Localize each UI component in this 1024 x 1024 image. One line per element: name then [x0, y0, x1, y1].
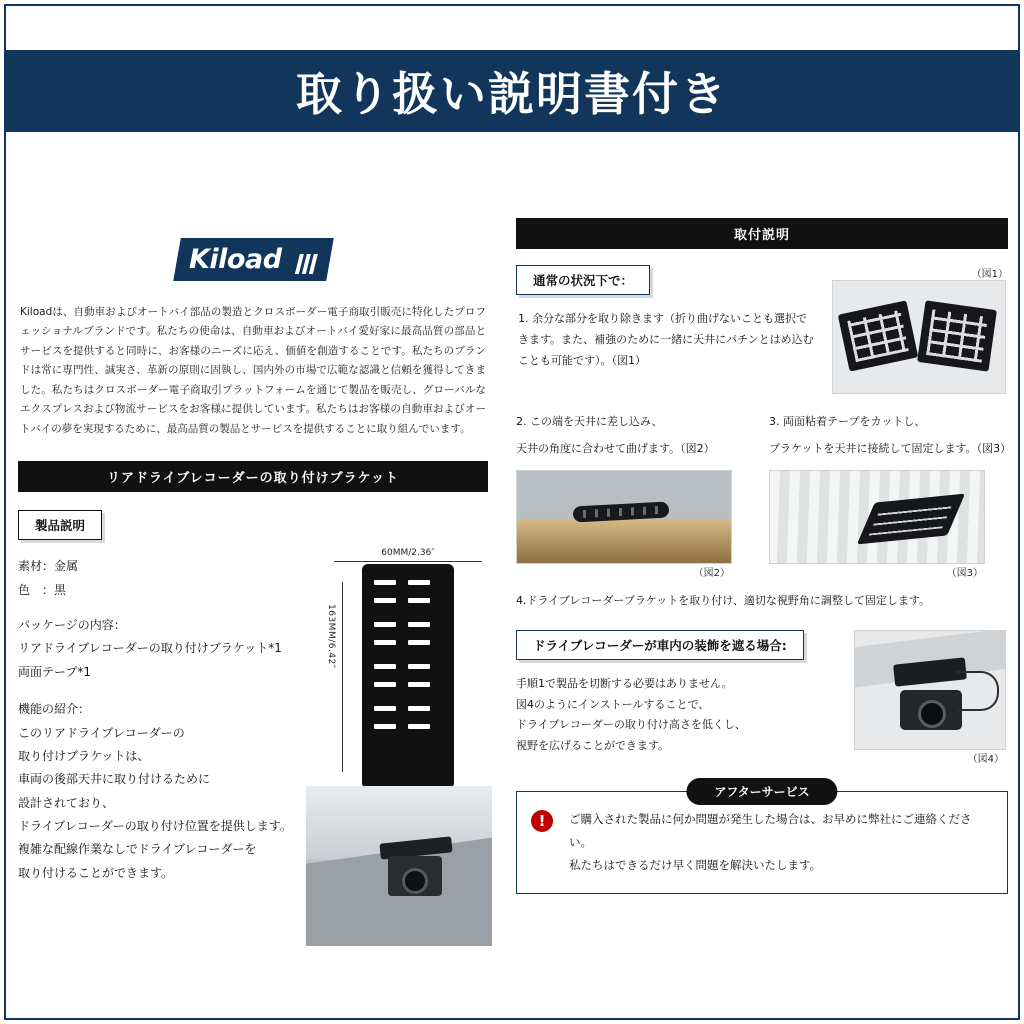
after-service-line-2: 私たちはできるだけ早く問題を解決いたします。	[569, 857, 822, 872]
brand-logo	[18, 238, 488, 281]
logo-stripes-icon	[294, 253, 315, 274]
feature-line-6: 複雑な配線作業なしでドライブレコーダーを	[18, 842, 257, 857]
spec-material: 素材：金属	[18, 558, 79, 573]
logo-badge	[173, 238, 333, 281]
warning-icon: !	[531, 810, 553, 832]
bracket-height-dim: 163MM/6.42″	[326, 603, 336, 669]
blocked-line-1: 手順1で製品を切断する必要はありません。	[516, 676, 733, 690]
step2-block	[516, 412, 755, 579]
feature-line-2: 取り付けブラケットは、	[18, 748, 150, 763]
normal-condition-tab: 通常の状況下で：	[516, 265, 650, 295]
product-detail-area	[18, 547, 488, 885]
logo-text: Kiload	[188, 244, 282, 275]
spec-list	[18, 554, 318, 602]
blocked-line-2: 図4のようにインストールすることで、	[516, 697, 710, 711]
bracket-width-dim: 60MM/2.36″	[381, 547, 435, 558]
blocked-case-tab: ドライブレコーダーが車内の装飾を遮る場合:	[516, 630, 804, 660]
banner-title: 取り扱い説明書付き	[296, 67, 728, 121]
blocked-line-3: ドライブレコーダーの取り付け高さを低くし、	[516, 718, 746, 732]
fig1-photo	[832, 280, 1006, 394]
left-column	[18, 238, 488, 885]
feature-line-5: ドライブレコーダーの取り付け位置を提供します。	[18, 819, 292, 834]
install-step-3-line2: ブラケットを天井に接続して固定します。（図3）	[769, 441, 1012, 455]
feature-line-7: 取り付けることができます。	[18, 865, 174, 880]
feature-line-1: このリアドライブレコーダーの	[18, 725, 185, 740]
install-step-1: 1. 余分な部分を取り除きます（折り曲げないことも選択できます。また、補強のために一緒に天井にパチンとはめ込むことも可能です）。（図1）	[518, 312, 814, 367]
step3-block	[769, 412, 1012, 579]
after-service-line-1: ご購入された製品に何か問題が発生した場合は、お早めに弊社にご連絡ください。	[569, 811, 972, 849]
spec-color: 色 ：黒	[18, 582, 67, 597]
after-service-title: アフターサービス	[686, 778, 837, 805]
bracket-figure	[328, 548, 488, 789]
fig4-label: （図4）	[967, 753, 1004, 765]
brand-description: Kiloadは、自動車およびオートバイ部品の製造とクロスボーダー電子商取引販売に特化したプロフェッショナルブランドです。私たちの使命は、自動車およびオートバイ愛好家に最高品質の部品とサービスを提供すると同時に、お客様のニーズに応え、価値を創造することです。私たちのブランドは常に専門性、誠実さ、革新の原則に固執し、国内外の市場で広範な認識と信頼を獲得してきました。私たちはクロスボーダー電子商取引プラットフォームを通じて製品を販売し、グローバルなエクスプレスおよび物流サービスをお客様に提供しています。私たちはお客様の自動車およびオートバイの夢を実現するために、最高品質の製品とサービスを提供することに取り組んでいます。	[20, 306, 486, 435]
install-step-4: 4.ドライブレコーダーブラケットを取り付け、適切な視野角に調整して固定します。	[516, 593, 930, 607]
feature-line-4: 設計されており、	[18, 795, 115, 810]
fig4-photo	[854, 630, 1006, 750]
after-service-box	[516, 784, 1008, 894]
product-title-bar: リアドライブレコーダーの取り付けブラケット	[18, 461, 488, 492]
installed-camera-photo	[306, 786, 492, 946]
fig2-photo	[516, 470, 732, 564]
package-item-tape: 両面テープ*1	[18, 664, 92, 679]
install-step-3-line1: 3. 両面粘着テープをカットし、	[769, 415, 926, 428]
bracket-product-image	[362, 564, 454, 789]
header-banner	[6, 50, 1018, 132]
package-item-bracket: リアドライブレコーダーの取り付けブラケット*1	[18, 641, 282, 656]
fig2-label: （図2）	[693, 567, 730, 579]
package-heading: パッケージの内容：	[18, 617, 126, 632]
install-step-2-line1: 2. この端を天井に差し込み、	[516, 415, 663, 428]
install-title-bar: 取付説明	[516, 218, 1008, 249]
spec-tab-label: 製品説明	[18, 510, 102, 540]
fig3-label: （図3）	[946, 567, 983, 579]
feature-line-3: 車両の後部天井に取り付けるために	[18, 772, 211, 787]
feature-heading: 機能の紹介：	[18, 702, 91, 717]
right-column	[516, 218, 1012, 894]
fig3-photo	[769, 470, 985, 564]
product-text-block	[18, 554, 318, 885]
fig1-label: （図1）	[971, 269, 1008, 280]
blocked-line-4: 視野を広げることができます。	[516, 739, 670, 753]
install-step-2-line2: 天井の角度に合わせて曲げます。（図2）	[516, 441, 715, 455]
after-service-text	[569, 808, 993, 877]
bracket-height-line	[342, 582, 343, 772]
